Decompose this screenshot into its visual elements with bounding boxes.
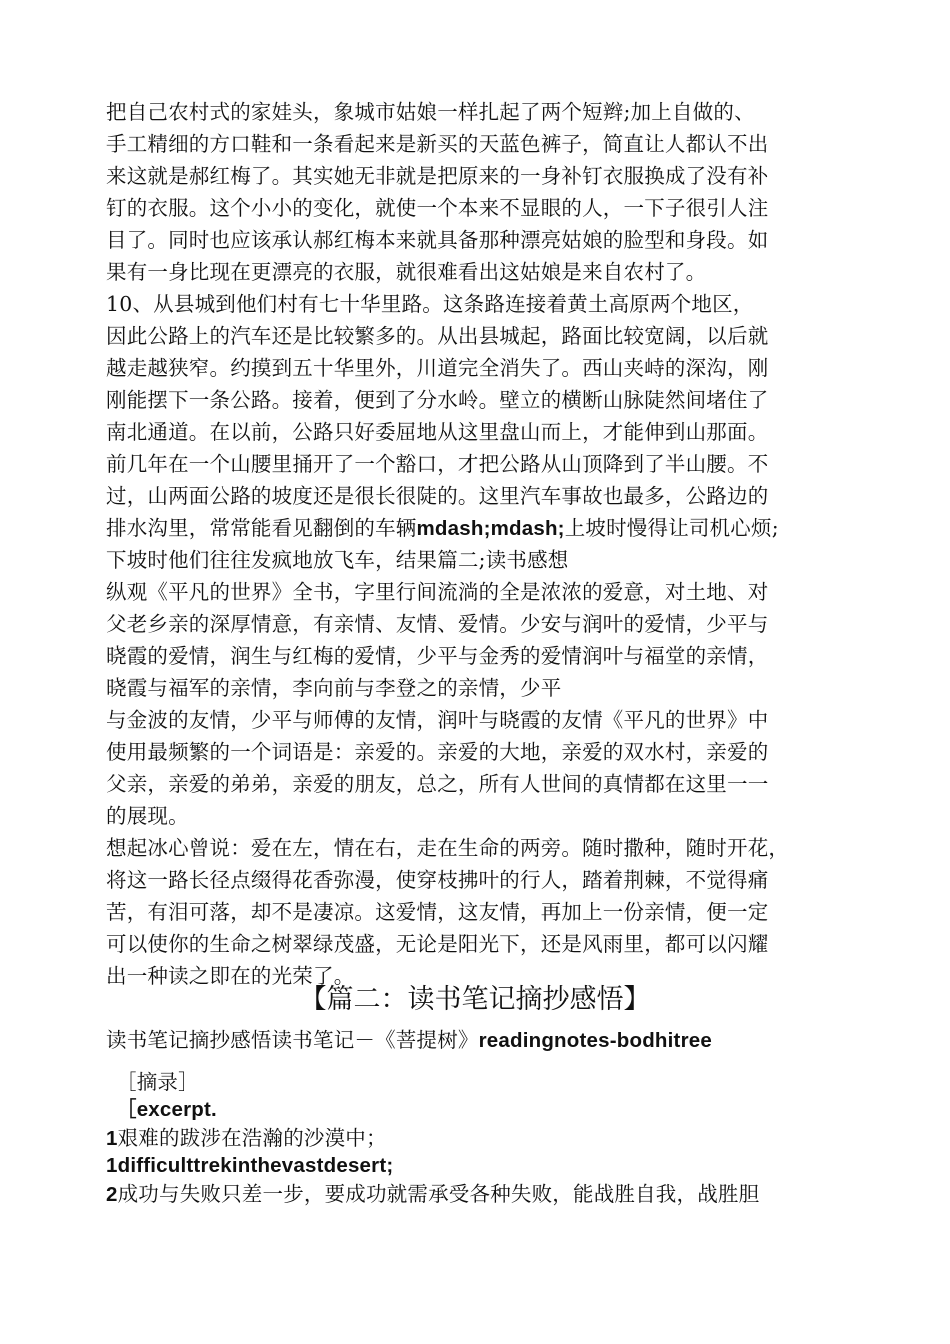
excerpt-item-text: 艰难的跋涉在浩瀚的沙漠中； (117, 1126, 387, 1150)
body-line: 的展现。 (106, 804, 189, 828)
body-line: 前几年在一个山腰里捅开了一个豁口，才把公路从山顶降到了半山腰。不 (106, 452, 769, 476)
excerpt-item-number: 1 (106, 1127, 118, 1150)
excerpt-item-text: 成功与失败只差一步，要成功就需承受各种失败，能战胜自我，战胜胆 (117, 1182, 760, 1206)
body-line: 来这就是郝红梅了。其实她无非就是把原来的一身补钉衣服换成了没有补 (106, 164, 769, 188)
excerpt-label-en: ［excerpt. (116, 1098, 217, 1121)
body-line: 因此公路上的汽车还是比较繁多的。从出县城起，路面比较宽阔，以后就 (106, 324, 769, 348)
body-line: 手工精细的方口鞋和一条看起来是新买的天蓝色裤子，简直让人都认不出 (106, 132, 769, 156)
body-line: 过，山两面公路的坡度还是很长很陡的。这里汽车事故也最多，公路边的 (106, 484, 769, 508)
notes-intro-cn: 读书笔记摘抄感悟读书笔记－《菩提树》 (106, 1028, 479, 1052)
body-line: 目了。同时也应该承认郝红梅本来就具备那种漂亮姑娘的脸型和身段。如 (106, 228, 769, 252)
body-line: 出一种读之即在的光荣了。 (106, 964, 355, 988)
body-line: 10、从县城到他们村有七十华里路。这条路连接着黄土高原两个地区， (106, 292, 754, 316)
body-line: 与金波的友情，少平与师傅的友情，润叶与晓霞的友情《平凡的世界》中 (106, 708, 769, 732)
body-line: 晓霞与福军的亲情，李向前与李登之的亲情，少平 (106, 676, 562, 700)
body-line: 刚能摆下一条公路。接着，便到了分水岭。壁立的横断山脉陡然间堵住了 (106, 388, 769, 412)
body-line: 纵观《平凡的世界》全书，字里行间流淌的全是浓浓的爱意，对土地、对 (106, 580, 769, 604)
notes-intro (106, 1024, 712, 1056)
notes-intro-en: readingnotes-bodhitree (478, 1029, 712, 1052)
body-line-text: 排水沟里，常常能看见翻倒的车辆 (106, 516, 417, 540)
body-line: 苦，有泪可落，却不是凄凉。这爱情，这友情，再加上一份亲情，便一定 (106, 900, 769, 924)
body-line-mdash: mdash;mdash; (416, 517, 565, 540)
excerpt-item-translation: 1difficulttrekinthevastdesert; (106, 1154, 394, 1177)
excerpt-label-cn: ［摘录］ (116, 1070, 199, 1094)
body-line: 将这一路长径点缀得花香弥漫，使穿枝拂叶的行人，踏着荆棘，不觉得痛 (106, 868, 769, 892)
excerpt-item-number: 2 (106, 1183, 118, 1206)
section-heading: 【篇二：读书笔记摘抄感悟】 (299, 984, 651, 1015)
body-line: 下坡时他们往往发疯地放飞车，结果篇二;读书感想 (106, 548, 569, 572)
body-line: 南北通道。在以前，公路只好委屈地从这里盘山而上，才能伸到山那面。 (106, 420, 769, 444)
body-line: 晓霞的爱情，润生与红梅的爱情，少平与金秀的爱情润叶与福堂的亲情， (106, 644, 769, 668)
excerpt-item (106, 1178, 759, 1210)
body-line: 钉的衣服。这个小小的变化，就使一个本来不显眼的人，一下子很引人注 (106, 196, 769, 220)
body-line: 可以使你的生命之树翠绿茂盛，无论是阳光下，还是风雨里，都可以闪耀 (106, 932, 769, 956)
body-line: 越走越狭窄。约摸到五十华里外，川道完全消失了。西山夹峙的深沟，刚 (106, 356, 769, 380)
body-line-text: 上坡时慢得让司机心烦; (564, 516, 779, 540)
body-line: 果有一身比现在更漂亮的衣服，就很难看出这姑娘是来自农村了。 (106, 260, 707, 284)
body-line: 父老乡亲的深厚情意，有亲情、友情、爱情。少安与润叶的爱情，少平与 (106, 612, 769, 636)
body-line: 使用最频繁的一个词语是：亲爱的。亲爱的大地，亲爱的双水村，亲爱的 (106, 740, 769, 764)
body-line: 想起冰心曾说：爱在左，情在右，走在生命的两旁。随时撒种，随时开花， (106, 836, 790, 860)
body-line: 把自己农村式的家娃头，象城市姑娘一样扎起了两个短辫;加上自做的、 (106, 100, 755, 124)
body-line: 父亲，亲爱的弟弟，亲爱的朋友，总之，所有人世间的真情都在这里一一 (106, 772, 769, 796)
body-line (106, 512, 779, 544)
